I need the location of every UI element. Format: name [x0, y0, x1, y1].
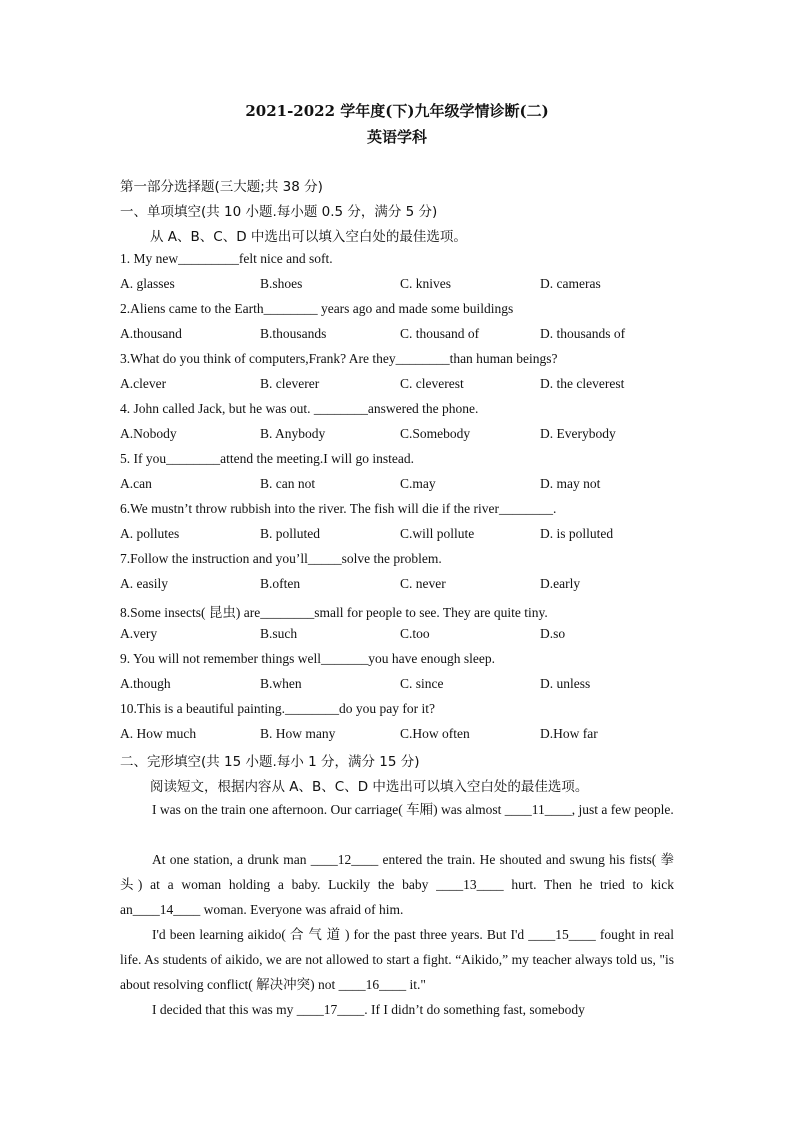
question-option: A. How much: [120, 726, 197, 741]
question-option: D. may not: [540, 476, 601, 491]
cloze-paragraph-2: [120, 847, 674, 922]
question-option: D. thousands of: [540, 326, 626, 341]
question-option: B. can not: [260, 476, 316, 491]
question-option: A.can: [120, 476, 152, 491]
question-option: C.will pollute: [400, 526, 475, 541]
question-option: A.though: [120, 676, 171, 691]
question-option: D. Everybody: [540, 426, 616, 441]
question-option: A.thousand: [120, 326, 182, 341]
question-option: B. cleverer: [260, 376, 320, 391]
exam-title: 2021-2022 学年度(下)九年级学情诊断(二): [245, 102, 549, 120]
question-option: B.such: [260, 626, 298, 641]
question-option: D. cameras: [540, 276, 601, 291]
question-stem: 9. You will not remember things well_______you have enough sleep.: [120, 651, 495, 666]
section1-instruction: 从 A、B、C、D 中选出可以填入空白处的最佳选项。: [150, 229, 467, 245]
question-stem: 5. If you________attend the meeting.I will go instead.: [120, 451, 414, 466]
question-option: A.Nobody: [120, 426, 177, 441]
cloze-paragraph-1-text: I was on the train one afternoon. Our carriage( 车厢) was almost ____11____, just a few people.: [152, 802, 674, 817]
cloze-paragraph-1: [120, 797, 674, 822]
question-option: B. Anybody: [260, 426, 326, 441]
question-option: D. the cleverest: [540, 376, 625, 391]
section2-heading: 二、完形填空(共 15 小题.每小 1 分，满分 15 分): [120, 754, 420, 770]
section1-heading: 一、单项填空(共 10 小题.每小题 0.5 分，满分 5 分): [120, 204, 438, 220]
question-stem: 8.Some insects( 昆虫) are________small for people to see. They are quite tiny.: [120, 605, 548, 620]
cloze-paragraph-4: [120, 997, 674, 1022]
exam-subject: 英语学科: [366, 128, 427, 146]
question-stem: 6.We mustn’t throw rubbish into the river. The fish will die if the river________.: [120, 501, 557, 516]
question-option: D. unless: [540, 676, 591, 691]
question-option: C.Somebody: [400, 426, 471, 441]
question-option: A. glasses: [120, 276, 175, 291]
question-stem: 7.Follow the instruction and you’ll_____solve the problem.: [120, 551, 442, 566]
question-option: C.may: [400, 476, 436, 491]
cloze-paragraph-3-text: I'd been learning aikido( 合 气 道 ) for the past three years. But I'd ____15____ fought in real life. As students of aikido, we are not allowed to start a fight. “Aikido,” my teacher always told us, "is about resolving conflict( 解决冲突) not ____16____ it.": [120, 927, 674, 992]
question-option: A. easily: [120, 576, 168, 591]
question-option: B.often: [260, 576, 301, 591]
section2-instruction: 阅读短文，根据内容从 A、B、C、D 中选出可以填入空白处的最佳选项。: [150, 779, 589, 795]
question-option: C. knives: [400, 276, 452, 291]
question-option: D.early: [540, 576, 581, 591]
question-option: D. is polluted: [540, 526, 614, 541]
question-stem: 1. My new_________felt nice and soft.: [120, 251, 333, 266]
question-option: B.shoes: [260, 276, 303, 291]
question-option: A.very: [120, 626, 158, 641]
question-option: C.too: [400, 626, 430, 641]
question-option: C. thousand of: [400, 326, 480, 341]
question-stem: 10.This is a beautiful painting.________do you pay for it?: [120, 701, 435, 716]
cloze-paragraph-4-text: I decided that this was my ____17____. If I didn’t do something fast, somebody: [152, 1002, 585, 1017]
question-option: D.How far: [540, 726, 598, 741]
question-option: C. never: [400, 576, 446, 591]
cloze-paragraph-3: [120, 922, 674, 997]
cloze-paragraph-2-text: At one station, a drunk man ____12____ entered the train. He shouted and swung his fists( 拳头) at a woman holding a baby. Luckily the baby ____13____ hurt. Then he tried to kick an____14____ woman. Everyone was afraid of him.: [120, 852, 674, 917]
question-option: D.so: [540, 626, 566, 641]
question-option: C.How often: [400, 726, 470, 741]
question-option: A.clever: [120, 376, 167, 391]
question-stem: 4. John called Jack, but he was out. ________answered the phone.: [120, 401, 479, 416]
question-option: B. polluted: [260, 526, 320, 541]
question-option: A. pollutes: [120, 526, 180, 541]
question-option: C. since: [400, 676, 444, 691]
question-stem: 3.What do you think of computers,Frank? Are they________than human beings?: [120, 351, 558, 366]
question-option: B.thousands: [260, 326, 327, 341]
question-option: C. cleverest: [400, 376, 464, 391]
part1-heading: 第一部分选择题(三大题;共 38 分): [120, 179, 323, 195]
question-option: B. How many: [260, 726, 336, 741]
question-option: B.when: [260, 676, 302, 691]
question-stem: 2.Aliens came to the Earth________ years ago and made some buildings: [120, 301, 514, 316]
